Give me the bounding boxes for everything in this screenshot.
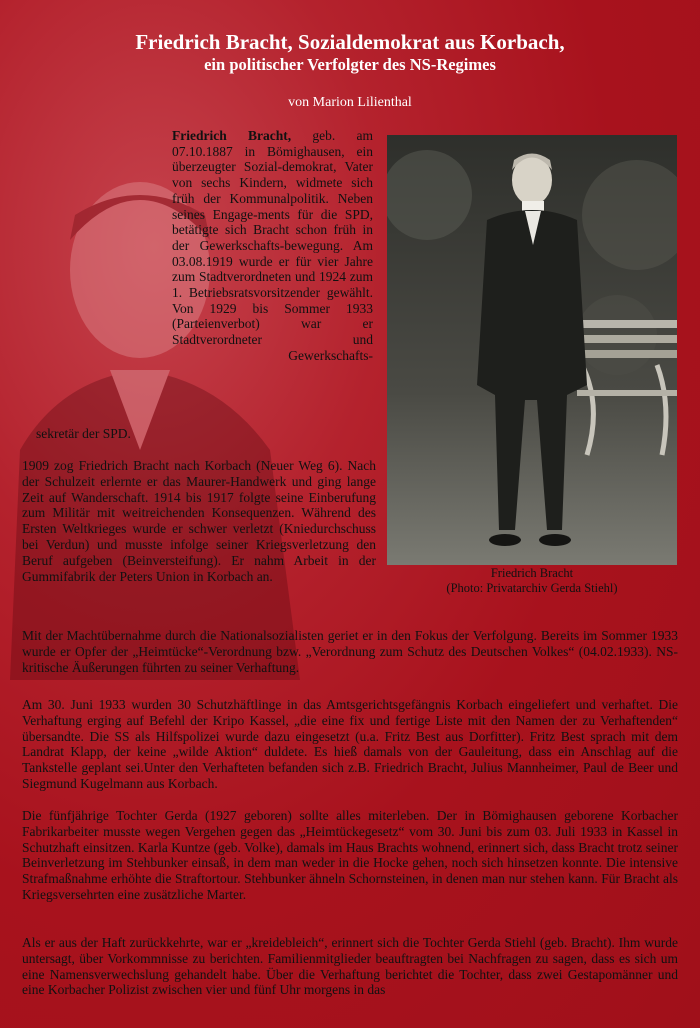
paragraph-2: Mit der Machtübernahme durch die Nationalsozialisten geriet er in den Fokus der Verfolgung. Bereits im Sommer 1933 wurde er Opfer der „Heimtücke“-Verordnung bzw. „Verordnung zum Schutz des Deutschen Volkes“ (04.02.1933). NS-kritische Äußerungen führten zu seiner Verhaftung. [22,628,678,675]
paragraph-1: 1909 zog Friedrich Bracht nach Korbach (Neuer Weg 6). Nach der Schulzeit erlernte er das Maurer-Handwerk und ging lange Zeit auf Wanderschaft. 1914 bis 1917 folgte seine Einberufung zum Militär mit weitreichenden Konsequenzen. Während des Ersten Weltkrieges wurde er schwer verletzt (Kniedurchschuss bei Verdun) und musste infolge seiner Kriegsverletzung den Beruf aufgeben (Beinversteifung). Er nahm Arbeit in der Gummifabrik der Peters Union in Korbach an. [22,458,376,584]
intro-paragraph [172,128,373,364]
photo-caption-title: Friedrich Bracht [490,566,574,580]
paragraph-3: Am 30. Juni 1933 wurden 30 Schutzhäftlinge in das Amtsgerichtsgefängnis Korbach eingeliefert und verhaftet. Die Verhaftung erging auf Befehl der Kripo Kassel, „die eine fix und fertige Liste mit den Namen der zu Verhaftenden“ übersandte. Die SS als Hilfspolizei wurde dazu eingesetzt (u.a. Fritz Best aus Dorfitter). Fritz Best sprach mit dem Landrat Klapp, der keine „wilde Aktion“ duldete. Es hieß damals von der Gauleitung, dass ein Anschlag auf die Tankstelle geplant sei.Unter den Verhafteten befanden sich z.B. Friedrich Bracht, Julius Mannheimer, Paul de Beer und Siegmund Kugelmann aus Korbach. [22,697,678,791]
intro-tail: sekretär der SPD. [36,426,131,441]
photo-caption-credit: (Photo: Privatarchiv Gerda Stiehl) [446,580,618,595]
page-subtitle: ein politischer Verfolgter des NS-Regimes [204,55,496,74]
portrait-photo-image [387,135,677,565]
page-title: Friedrich Bracht, Sozialdemokrat aus Korbach, [135,30,565,54]
author-line: von Marion Lilienthal [288,95,412,110]
paragraph-4: Die fünfjährige Tochter Gerda (1927 geboren) sollte alles miterleben. Der in Bömighausen geborene Korbacher Fabrikarbeiter musste wegen Vergehen gegen das „Heimtückegesetz“ vom 30. Juni bis zum 03. Juli 1933 in Kassel in Schutzhaft einsitzen. Karla Kuntze (geb. Volke), damals im Haus Brachts wohnend, erinnert sich, dass Bracht trotz seiner Beinverletzung im Stehbunker einsaß, in dem man weder in die Hocke gehen, noch sich hinsetzen konnte. Die intensive Strafmaßnahme erhöhte die Straftortour. Stehbunker ähneln Schornsteinen, in denen man nur stehen kann. Für Bracht als Kriegsversehrten eine zusätzliche Marter. [22,808,678,902]
intro-name: Friedrich Bracht, [172,128,292,143]
photo-caption [387,566,677,595]
intro-text: geb. am 07.10.1887 in Bömighausen, ein überzeugter Sozial-demokrat, Vater von sechs Kindern, widmete sich früh der Kommunalpolitik. Neben seines Engage-ments für die SPD, betätigte sich Bracht schon früh in der Gewerkschafts-bewegung. Am 03.08.1919 wurde er für vier Jahre zum Stadtverordneten und 1924 zum 1. Betriebsratsvorsitzender gewählt. Von 1929 bis Sommer 1933 (Parteienverbot) war er Stadtverordneter und Gewerkschafts- [172,128,373,363]
paragraph-5: Als er aus der Haft zurückkehrte, war er „kreidebleich“, erinnert sich die Tochter Gerda Stiehl (geb. Bracht). Ihm wurde untersagt, über Vorkommnisse zu berichten. Familienmitglieder beauftragten bei Nachfragen zu sagen, dass es sich um eine Namensverwechslung gehandelt habe. Über die Verhaftung berichtet die Tochter, dass zwei Gestapomänner und eine Korbacher Polizist zwischen vier und fünf Uhr morgens in das [22,935,678,998]
portrait-photo [387,135,677,565]
